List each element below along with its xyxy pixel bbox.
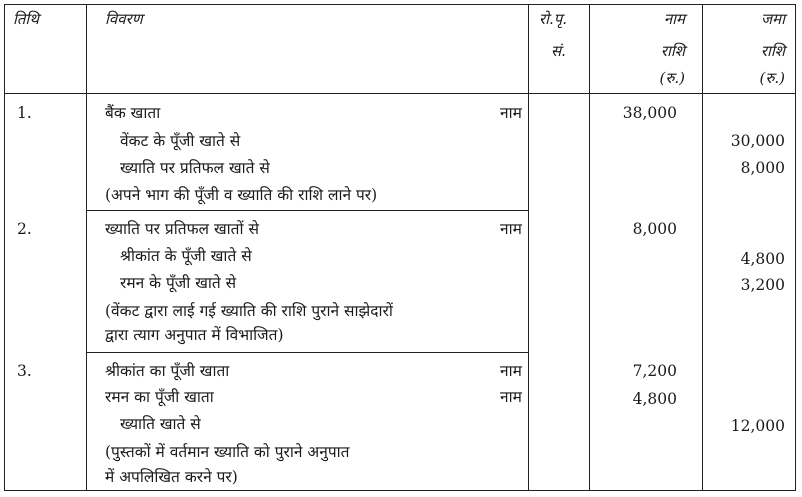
credit-account: ख्याति खाते से bbox=[120, 415, 201, 433]
entry-divider bbox=[86, 352, 528, 353]
narration: (पुस्तकों में वर्तमान ख्याति को पुराने अनुपात bbox=[105, 443, 350, 461]
debit-account: बैंक खाता bbox=[105, 104, 161, 122]
column-divider bbox=[86, 5, 87, 490]
dr-marker: नाम bbox=[500, 104, 522, 122]
credit-amount: 4,800 bbox=[740, 250, 785, 268]
narration: (वेंकट द्वारा लाई गई ख्याति की राशि पुराने साझेदारों bbox=[105, 302, 393, 320]
entry-number: 1. bbox=[17, 104, 32, 122]
credit-amount: 3,200 bbox=[740, 276, 785, 294]
credit-account: वेंकट के पूँजी खाते से bbox=[120, 132, 241, 150]
debit-account: रमन का पूँजी खाता bbox=[105, 388, 214, 406]
narration: में अपलिखित करने पर) bbox=[105, 468, 238, 486]
dr-marker: नाम bbox=[500, 220, 522, 238]
debit-account: ख्याति पर प्रतिफल खातों से bbox=[105, 220, 259, 238]
column-divider bbox=[702, 5, 703, 490]
narration: (अपने भाग की पूँजी व ख्याति की राशि लाने पर) bbox=[105, 186, 378, 204]
credit-amount: 30,000 bbox=[730, 132, 785, 150]
narration: द्वारा त्याग अनुपात में विभाजित) bbox=[105, 326, 284, 344]
debit-amount: 7,200 bbox=[632, 362, 677, 380]
debit-amount: 38,000 bbox=[622, 104, 677, 122]
credit-amount: 12,000 bbox=[730, 417, 785, 435]
credit-amount: 8,000 bbox=[740, 159, 785, 177]
credit-account: ख्याति पर प्रतिफल खाते से bbox=[120, 159, 270, 177]
debit-account: श्रीकांत का पूँजी खाता bbox=[105, 362, 230, 380]
header-lf-line2: सं. bbox=[551, 42, 566, 60]
header-particulars: विवरण bbox=[105, 10, 143, 28]
dr-marker: नाम bbox=[500, 388, 522, 406]
credit-account: श्रीकांत के पूँजी खाते से bbox=[120, 247, 252, 265]
header-credit-line1: जमा bbox=[761, 10, 785, 28]
dr-marker: नाम bbox=[500, 362, 522, 380]
header-divider bbox=[5, 93, 795, 94]
debit-amount: 4,800 bbox=[632, 390, 677, 408]
column-divider bbox=[528, 5, 529, 490]
header-lf-line1: रो.पृ. bbox=[539, 10, 568, 28]
header-debit-line2: राशि bbox=[660, 42, 685, 60]
credit-account: रमन के पूँजी खाते से bbox=[120, 274, 237, 292]
entry-divider bbox=[86, 210, 528, 211]
header-debit-line1: नाम bbox=[663, 10, 685, 28]
journal-table bbox=[4, 4, 796, 491]
header-credit-line2: राशि bbox=[760, 42, 785, 60]
entry-number: 3. bbox=[17, 362, 32, 380]
header-credit-line3: (रु.) bbox=[759, 69, 785, 87]
header-date: तिथि bbox=[13, 10, 39, 28]
debit-amount: 8,000 bbox=[632, 220, 677, 238]
header-debit-line3: (रु.) bbox=[659, 69, 685, 87]
column-divider bbox=[589, 5, 590, 490]
entry-number: 2. bbox=[17, 220, 32, 238]
